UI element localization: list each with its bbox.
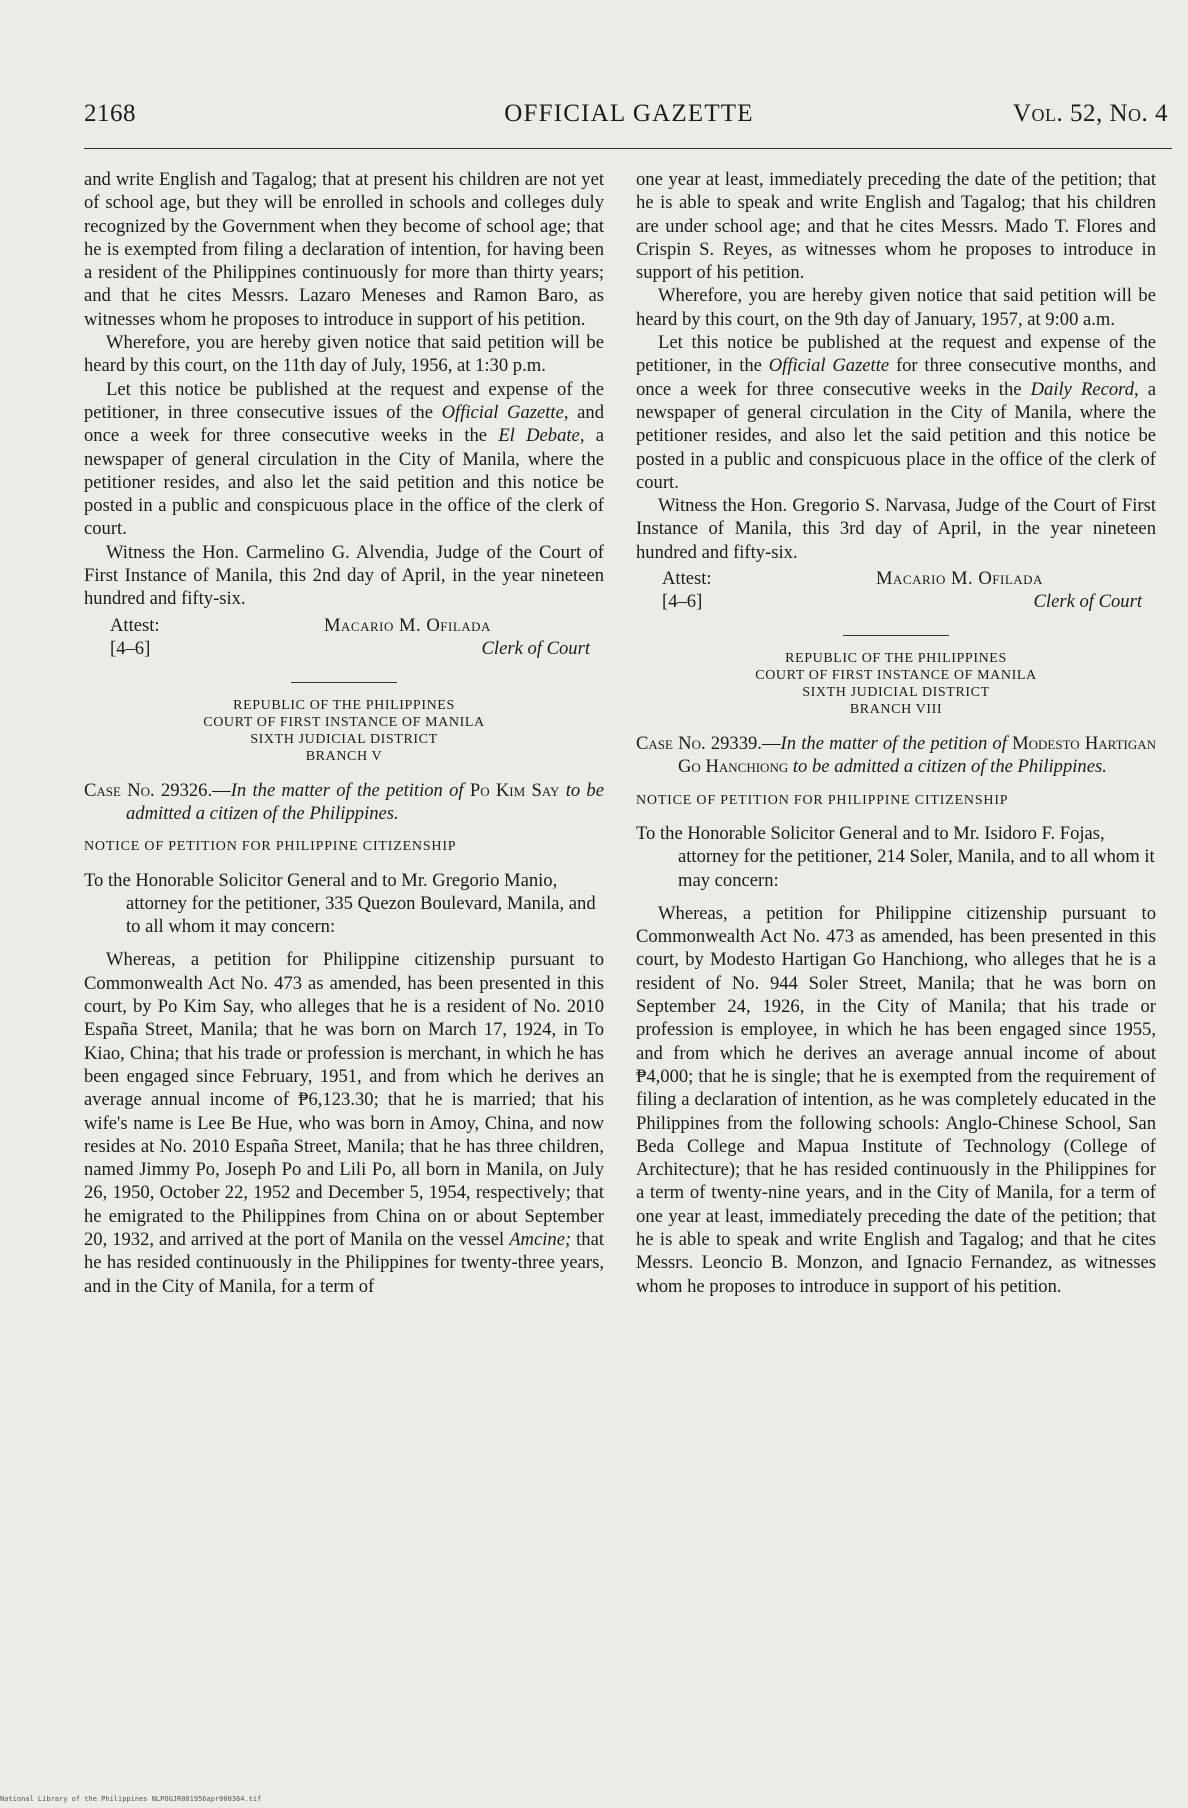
whereas-paragraph: Whereas, a petition for Philippine citizenship pursuant to Commonwealth Act No. 473 as amended, has been presented in this court, by Modesto Hartigan Go Hanchiong, who alleges that he is a resident of No. 944 Soler Street, Manila; that he was born on September 24, 1926, in the City of Manila; that his trade or profession is employee, in which he has been engaged since 1955, and from which he derives an average annual income of about ₱4,000; that he is single; that he is exempted from the requirement of filing a declaration of intention, as he was completely educated in the Philippines from the following schools: Anglo-Chinese School, San Beda College and Mapua Institute of Technology (College of Architecture); that he has resided continuously in the Philippines for a term of twenty-nine years, and in the City of Manila, for a term of one year at least, immediately preceding the date of the petition; that he is able to speak and write English and Tagalog; and that he cites Messrs. Leoncio B. Monzon, and Ignacio Fernandez, as witnesses whom he proposes to introduce in support of his petition. <box>636 902 1156 1297</box>
attest-label: Attest: <box>110 614 160 636</box>
clerk-name: Macario M. Ofilada <box>876 568 1043 590</box>
clerk-name: Macario M. Ofilada <box>324 614 491 636</box>
case-number: Case No. 29326. <box>84 779 213 801</box>
signature-block <box>84 614 604 660</box>
notice-title: NOTICE OF PETITION FOR PHILIPPINE CITIZENSHIP <box>84 839 457 855</box>
witness-paragraph: Witness the Hon. Gregorio S. Narvasa, Judge of the Court of First Instance of Manila, this 3rd day of April, in the year nineteen hundred and fifty-six. <box>636 495 1156 563</box>
case-number: Case No. 29339. <box>636 733 762 755</box>
court-heading: REPUBLIC OF THE PHILIPPINES COURT OF FIRST INSTANCE OF MANILA SIXTH JUDICIAL DISTRICT BRANCH V <box>203 697 485 764</box>
publication-title: OFFICIAL GAZETTE <box>504 100 754 127</box>
continued-paragraph: one year at least, immediately preceding the date of the petition; that he is able to speak and write English and Tagalog; that his children are under school age; and that he cites Messrs. Mado T. Flores and Crispin S. Reyes, as witnesses whom he proposes to introduce in support of his petition. <box>636 169 1156 284</box>
notice-title: NOTICE OF PETITION FOR PHILIPPINE CITIZENSHIP <box>636 792 1009 808</box>
gazette-name: Official Gazette <box>768 355 890 377</box>
hearing-notice-paragraph: Wherefore, you are hereby given notice that said petition will be heard by this court, on the 9th day of January, 1957, at 9:00 a.m. <box>636 285 1156 330</box>
header-rule <box>84 148 1172 149</box>
publication-paragraph: Let this notice be published at the request and expense of the petitioner, in the Official Gazette for three consecutive months, and once a week for three consecutive weeks in the Daily Record, a newspaper of general circulation in the City of Manila, where the petitioner resides, and also let the said petition and this notice be posted in a public and conspicuous place in the office of the clerk of court. <box>636 332 1157 493</box>
publication-paragraph: Let this notice be published at the request and expense of the petitioner, in three consecutive issues of the Official Gazette, and once a week for three consecutive weeks in the El Debate, a newspaper of general circulation in the City of Manila, where the petitioner resides, and also let the said petition and this notice be posted in a public and conspicuous place in the office of the clerk of court. <box>84 378 604 540</box>
scan-footer: National Library of the Philippines NLPOGJR001956apr000364.tif <box>0 1795 262 1803</box>
clerk-title: Clerk of Court <box>1033 591 1142 613</box>
attest-label: Attest: <box>662 568 712 590</box>
witness-paragraph: Witness the Hon. Carmelino G. Alvendia, Judge of the Court of First Instance of Manila, this 2nd day of April, in the year nineteen hundred and fifty-six. <box>84 541 604 610</box>
hearing-notice-paragraph: Wherefore, you are hereby given notice that said petition will be heard by this court, on the 11th day of July, 1956, at 1:30 p.m. <box>84 332 604 377</box>
case-caption: Case No. 29339.—In the matter of the petition of Modesto Hartigan Go Hanchiong to be admitted a citizen of the Philippines. <box>636 733 1156 778</box>
petitioner-name: Po Kim Say <box>469 779 560 801</box>
clerk-title: Clerk of Court <box>481 637 590 659</box>
volume-number: Vol. 52, No. 4 <box>1012 100 1168 127</box>
page-header <box>84 100 1174 134</box>
address-paragraph: To the Honorable Solicitor General and to Mr. Isidoro F. Fojas, attorney for the petitioner, 214 Soler, Manila, and to all whom it may concern: <box>636 822 1155 891</box>
right-column <box>636 168 1156 1298</box>
address-paragraph: To the Honorable Solicitor General and to Mr. Gregorio Manio, attorney for the petitioner, 335 Quezon Boulevard, Manila, and to all whom it may concern: <box>84 869 596 938</box>
newspaper-name: El Debate <box>498 425 580 447</box>
whereas-paragraph: Whereas, a petition for Philippine citizenship pursuant to Commonwealth Act No. 473 as amended, has been presented in this court, by Po Kim Say, who alleges that he is a resident of No. 2010 España Street, Manila; that he was born on March 17, 1924, in To Kiao, China; that his trade or profession is merchant, in which he has been engaged since February, 1951, and from which he derives an average annual income of ₱6,123.30; that he is married; that his wife's name is Lee Be Hue, who was born in Amoy, China, and now resides at No. 2010 España Street, Manila; that he has three children, named Jimmy Po, Joseph Po and Lili Po, all born in Manila, on July 26, 1950, October 22, 1952 and December 5, 1954, respectively; that he emigrated to the Philippines from China on or about September 20, 1932, and arrived at the port of Manila on the vessel Amcine; that he has resided continuously in the Philippines for twenty-three years, and in the City of Manila, for a term of <box>84 949 604 1297</box>
signature-block <box>636 567 1156 613</box>
section-separator <box>843 635 949 636</box>
section-separator <box>291 682 397 683</box>
continued-paragraph: and write English and Tagalog; that at present his children are not yet of school age, but they will be enrolled in schools and colleges duly recognized by the Government when they become of school age; that he is exempted from filing a declaration of intention, for having been a resident of the Philippines continuously for more than thirty years; and that he cites Messrs. Lazaro Meneses and Ramon Baro, as witnesses whom he proposes to introduce in support of his petition. <box>84 169 604 330</box>
page-number: 2168 <box>84 100 136 127</box>
gazette-name: Official Gazette <box>441 401 564 423</box>
issue-reference: [4–6] <box>662 591 703 613</box>
petitioner-name: Modesto Hartigan Go Hanchiong <box>678 733 1156 778</box>
left-column <box>84 168 604 1298</box>
case-caption: Case No. 29326.—In the matter of the petition of Po Kim Say to be admitted a citizen of the Philippines. <box>84 779 604 824</box>
vessel-name: Amcine; <box>509 1228 572 1250</box>
newspaper-name: Daily Record <box>1030 378 1135 400</box>
issue-reference: [4–6] <box>110 637 151 659</box>
court-heading: REPUBLIC OF THE PHILIPPINES COURT OF FIRST INSTANCE OF MANILA SIXTH JUDICIAL DISTRICT BRANCH VIII <box>755 651 1037 718</box>
